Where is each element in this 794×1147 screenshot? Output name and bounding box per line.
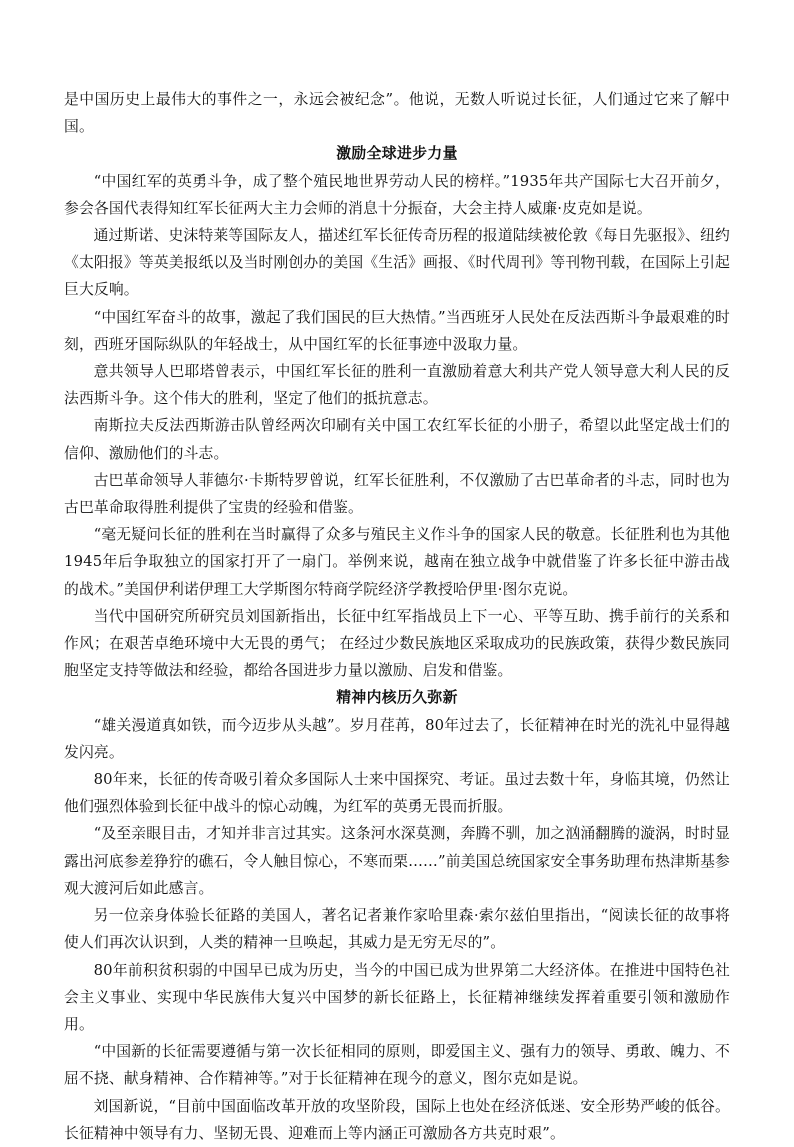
paragraph: “中国红军奋斗的故事，激起了我们国民的巨大热情。”当西班牙人民处在反法西斯斗争最艰难的时刻，西班牙国际纵队的年轻战士，从中国红军的长征事迹中汲取力量。 xyxy=(64,308,730,353)
article-page xyxy=(64,86,730,1147)
paragraph: 80年来，长征的传奇吸引着众多国际人士来中国探究、考证。虽过去数十年，身临其境，仍然让他们强烈体验到长征中战斗的惊心动魄，为红军的英勇无畏而折服。 xyxy=(64,771,730,816)
paragraph: “雄关漫道真如铁，而今迈步从头越”。岁月荏苒，80年过去了，长征精神在时光的洗礼中显得越发闪亮。 xyxy=(64,716,730,761)
paragraph: “中国红军的英勇斗争，成了整个殖民地世界劳动人民的榜样。”1935年共产国际七大召开前夕，参会各国代表得知红军长征两大主力会师的消息十分振奋，大会主持人威廉·皮克如是说。 xyxy=(64,172,730,217)
paragraph: 古巴革命领导人菲德尔·卡斯特罗曾说，红军长征胜利，不仅激励了古巴革命者的斗志，同时也为古巴革命取得胜利提供了宝贵的经验和借鉴。 xyxy=(64,471,730,517)
paragraph: 南斯拉夫反法西斯游击队曾经两次印刷有关中国工农红军长征的小册子，希望以此坚定战士们的信仰、激励他们的斗志。 xyxy=(64,417,730,462)
paragraph: “毫无疑问长征的胜利在当时赢得了众多与殖民主义作斗争的国家人民的敬意。长征胜利也为其他1945年后争取独立的国家打开了一扇门。举例来说，越南在独立战争中就借鉴了许多长征中游击战的战术。”美国伊利诺伊理工大学斯图尔特商学院经济学教授哈伊里·图尔克说。 xyxy=(64,526,730,598)
section-heading-spirit-core: 精神内核历久弥新 xyxy=(336,689,458,707)
paragraph: 当代中国研究所研究员刘国新指出，长征中红军指战员上下一心、平等互助、携手前行的关系和作风；在艰苦卓绝环境中大无畏的勇气； 在经过少数民族地区采取成功的民族政策，获得少数民族同胞坚定支持等做法和经验，都给各国进步力量以激励、启发和借鉴。 xyxy=(64,607,730,680)
paragraph: 通过斯诺、史沫特莱等国际友人，描述红军长征传奇历程的报道陆续被伦敦《每日先驱报》、纽约《太阳报》等英美报纸以及当时刚创办的美国《生活》画报、《时代周刊》等刊物刊载，在国际上引起巨大反响。 xyxy=(64,227,730,299)
paragraph: “及至亲眼目击，才知并非言过其实。这条河水深莫测，奔腾不驯，加之汹涌翻腾的漩涡，时时显露出河底参差狰狞的礁石，令人触目惊心，不寒而栗……”前美国总统国家安全事务助理布热津斯基参观大渡河后如此感言。 xyxy=(64,825,730,897)
section-heading-global-progress: 激励全球进步力量 xyxy=(336,145,458,163)
paragraph: 刘国新说，“目前中国面临改革开放的攻坚阶段，国际上也处在经济低迷、安全形势严峻的低谷。长征精神中领导有力、坚韧无畏、迎难而上等内涵正可激励各方共克时艰”。 xyxy=(64,1097,730,1142)
paragraph: 意共领导人巴耶塔曾表示，中国红军长征的胜利一直激励着意大利共产党人领导意大利人民的反法西斯斗争。这个伟大的胜利，坚定了他们的抵抗意志。 xyxy=(64,363,730,408)
paragraph: “中国新的长征需要遵循与第一次长征相同的原则，即爱国主义、强有力的领导、勇敢、魄力、不屈不挠、献身精神、合作精神等。”对于长征精神在现今的意义，图尔克如是说。 xyxy=(64,1043,730,1088)
paragraph: 80年前积贫积弱的中国早已成为历史，当今的中国已成为世界第二大经济体。在推进中国特色社会主义事业、实现中华民族伟大复兴中国梦的新长征路上，长征精神继续发挥着重要引领和激励作用。 xyxy=(64,961,730,1033)
paragraph-intro: 是中国历史上最伟大的事件之一，永远会被纪念”。他说，无数人听说过长征，人们通过它来了解中国。 xyxy=(64,91,730,136)
paragraph: 另一位亲身体验长征路的美国人，著名记者兼作家哈里森·索尔兹伯里指出，“阅读长征的故事将使人们再次认识到，人类的精神一旦唤起，其威力是无穷无尽的”。 xyxy=(64,907,730,952)
